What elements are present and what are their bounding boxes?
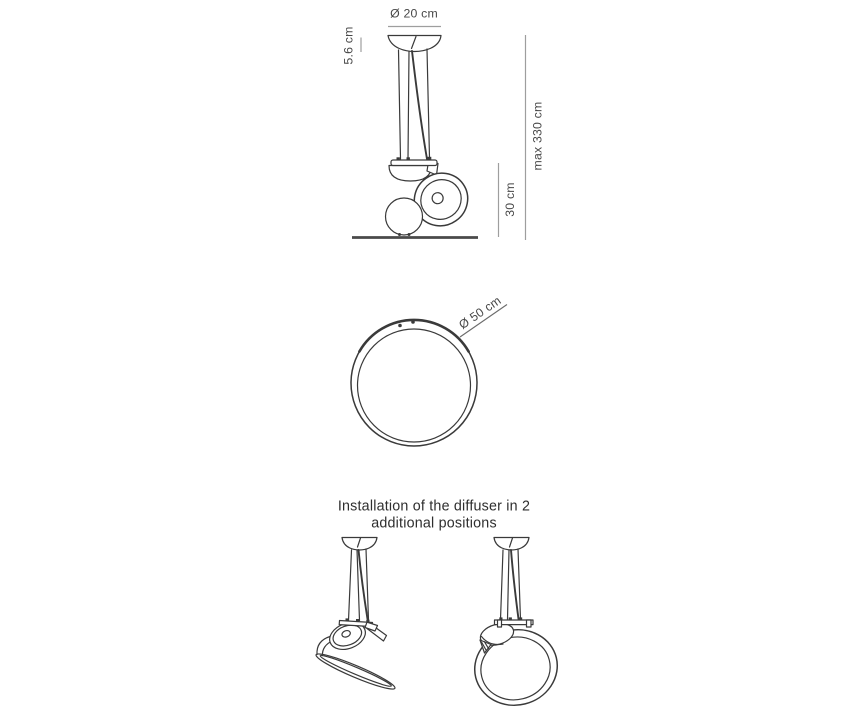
side-view-figure xyxy=(342,7,545,241)
suspension-hub-bar xyxy=(391,160,437,166)
canopy-height-label: 5.6 cm xyxy=(341,26,356,65)
ring-inner-edge xyxy=(358,329,471,442)
max-height-label: max 330 cm xyxy=(530,101,545,171)
hub-tab xyxy=(498,620,502,627)
installation-title-line1: Installation of the diffuser in 2 xyxy=(337,498,531,515)
suspension-cables xyxy=(501,549,521,620)
sphere-foot-dot xyxy=(398,233,401,236)
cable-knob xyxy=(499,617,502,620)
cable-knob xyxy=(397,157,400,160)
suspension-cables xyxy=(399,49,430,159)
ceiling-canopy xyxy=(388,36,441,52)
power-cord xyxy=(412,51,427,159)
diffuser-diameter-label: Ø 50 cm xyxy=(456,293,504,333)
cable-knob xyxy=(366,620,369,623)
ring-mount-dot xyxy=(411,320,415,324)
diffuser-edge-on xyxy=(314,649,397,693)
sphere-element xyxy=(386,198,423,235)
installation-position-2 xyxy=(467,538,566,709)
installation-title-line2: additional positions xyxy=(371,515,497,532)
top-view-figure xyxy=(351,293,507,446)
suspension-cables xyxy=(349,549,369,621)
ring-mount-dot xyxy=(398,324,402,328)
ring-top-profile xyxy=(359,320,468,352)
cable-knob xyxy=(346,618,349,621)
installation-position-1 xyxy=(314,538,397,694)
hub-tab xyxy=(527,620,532,627)
cable-knob xyxy=(407,157,410,160)
power-cord xyxy=(511,550,519,619)
fixture-height-label: 30 cm xyxy=(503,182,517,217)
canopy-diameter-label: Ø 20 cm xyxy=(390,6,438,21)
sphere-foot-dot xyxy=(408,233,411,236)
installation-section xyxy=(314,499,566,709)
hub-end-piece xyxy=(365,622,378,631)
cable-knob xyxy=(428,157,432,160)
cable-knob xyxy=(356,619,359,622)
cable-knob xyxy=(519,617,522,620)
cable-knob xyxy=(509,617,512,620)
